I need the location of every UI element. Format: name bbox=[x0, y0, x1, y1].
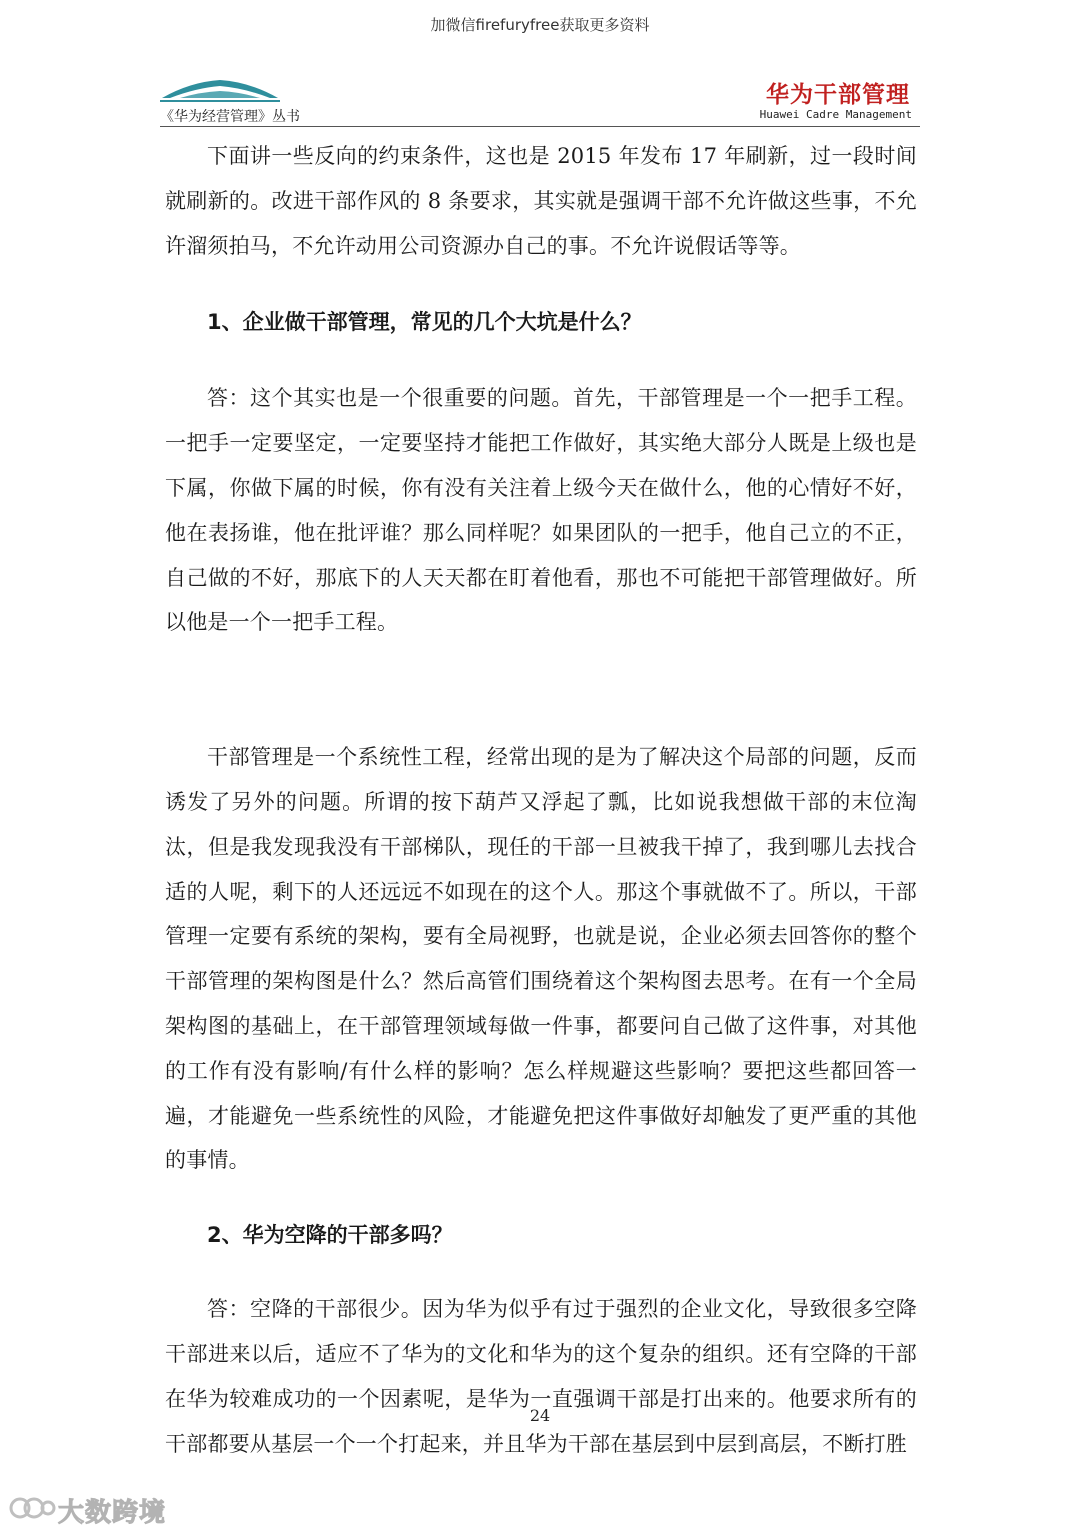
watermark-text: 大数跨境 bbox=[58, 1498, 167, 1528]
book-subtitle: Huawei Cadre Management bbox=[759, 108, 912, 121]
section-heading-pitfalls: 1、企业做干部管理，常见的几个大坑是什么？ bbox=[207, 310, 642, 335]
watermark-logo-icon bbox=[8, 1492, 56, 1524]
paragraph-constraints: 下面讲一些反向的约束条件，这也是 2015 年发布 17 年刷新，过一段时间就刷新的。改进干部作风的 8 条要求，其实就是强调干部不允许做这些事，不允许溜须拍马，不允许动用公司资源办自己的事。不允许说假话等等。 bbox=[165, 144, 917, 258]
page-content bbox=[165, 134, 917, 1466]
book-title: 华为干部管理 bbox=[766, 82, 910, 108]
paragraph-answer-airborne: 答：空降的干部很少。因为华为似乎有过于强烈的企业文化，导致很多空降干部进来以后，适应不了华为的文化和华为的这个复杂的组织。还有空降的干部在华为较难成功的一个因素呢，是华为一直强调干部是打出来的。他要求所有的干部都要从基层一个一个打起来，并且华为干部在基层到中层到高层，不断打胜 bbox=[165, 1297, 917, 1456]
paragraph-answer-one-leader: 答：这个其实也是一个很重要的问题。首先，干部管理是一个一把手工程。一把手一定要坚定，一定要坚持才能把工作做好，其实绝大部分人既是上级也是下属，你做下属的时候，你有没有关注着上级今天在做什么，他的心情好不好，他在表扬谁，他在批评谁？那么同样呢？如果团队的一把手，他自己立的不正，自己做的不好，那底下的人天天都在盯着他看，那也不可能把干部管理做好。所以他是一个一把手工程。 bbox=[165, 386, 917, 635]
section-heading-airborne: 2、华为空降的干部多吗？ bbox=[207, 1223, 453, 1248]
paragraph-systemic-engineering: 干部管理是一个系统性工程，经常出现的是为了解决这个局部的问题，反而诱发了另外的问题。所谓的按下葫芦又浮起了瓢，比如说我想做干部的末位淘汰，但是我发现我没有干部梯队，现任的干部一旦被我干掉了，我到哪儿去找合适的人呢，剩下的人还远远不如现在的这个人。那这个事就做不了。所以，干部管理一定要有系统的架构，要有全局视野，也就是说，企业必须去回答你的整个干部管理的架构图是什么？然后高管们围绕着这个架构图去思考。在有一个全局架构图的基础上，在干部管理领域每做一件事，都要问自己做了这件事，对其他的工作有没有影响/有什么样的影响？怎么样规避这些影响？要把这些都回答一遍，才能避免一些系统性的风险，才能避免把这件事做好却触发了更严重的其他的事情。 bbox=[165, 745, 917, 1173]
top-note: 加微信firefuryfree获取更多资料 bbox=[430, 16, 650, 34]
page-number: 24 bbox=[529, 1406, 551, 1425]
watermark bbox=[8, 1488, 188, 1528]
series-title: 《华为经营管理》丛书 bbox=[160, 109, 300, 125]
mountain-logo-icon bbox=[160, 76, 280, 106]
page-header bbox=[160, 70, 920, 128]
header-divider bbox=[160, 126, 920, 127]
